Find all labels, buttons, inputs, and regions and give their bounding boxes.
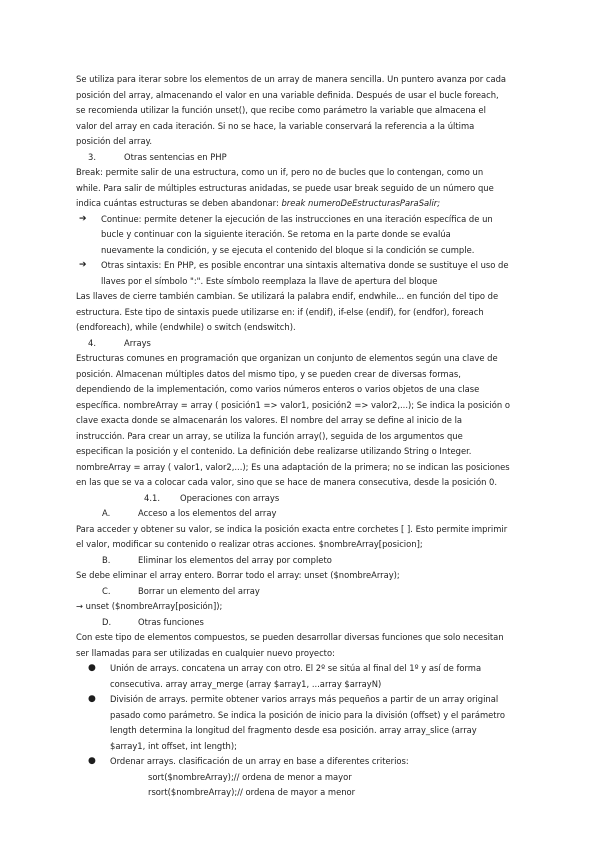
subsection-a-label: A. — [102, 508, 111, 518]
arrays-line-2: posición. Almacenan múltiples datos del mismo tipo, y se pueden crear de diversas formas, — [76, 368, 461, 379]
arrays-line-7: especifican la posición y el contenido. La definición debe realizarse utilizando String o Integer. — [76, 446, 472, 456]
subsection-d-title: Otras funciones — [138, 616, 204, 627]
arrays-line-3: dependiendo de la implementación, como varios números enteros o varios objetos de una clase — [76, 384, 480, 394]
arrays-line-1: Estructuras comunes en programación que organizan un conjunto de elementos según una clave de — [76, 353, 498, 363]
bullet-icon: ● — [88, 694, 96, 704]
arrays-line-5: clave exacta donde se almacenarán los valores. El nombre del array se define al inicio de la — [76, 415, 463, 425]
section-4-1-title: Operaciones con arrays — [180, 492, 280, 503]
subsection-c-label: C. — [102, 585, 111, 596]
section-4-number: 4. — [88, 337, 96, 348]
merge-line-2: consecutiva. array array_merge (array $array1, ...array $arrayN) — [110, 678, 382, 689]
bullet-icon: ● — [88, 756, 96, 766]
merge-line-1: Unión de arrays. concatena un array con otro. El 2º se sitúa al final del 1º y así de forma — [110, 663, 482, 673]
section-4-heading — [76, 336, 560, 352]
subsection-b-title: Eliminar los elementos del array por completo — [138, 554, 332, 565]
functions-line-2: ser llamadas para ser utilizadas en cualquier nuevo proyecto: — [76, 647, 335, 658]
subsection-c-heading — [76, 584, 560, 600]
list-item-alt-syntax — [76, 258, 560, 289]
section-3-title: Otras sentencias en PHP — [124, 151, 227, 162]
alt-syntax-line-1: Otras sintaxis: En PHP, es posible encontrar una sintaxis alternativa donde se sustituye el uso de — [101, 260, 509, 270]
arrays-line-4: específica. nombreArray = array ( posición1 => valor1, posición2 => valor2,...); Se indica la posición o — [76, 399, 510, 410]
access-line-1: Para acceder y obtener su valor, se indica la posición exacta entre corchetes [ ]. Esto permite imprimir — [76, 523, 508, 534]
list-item-sort — [76, 754, 560, 770]
sort-line-1: Ordenar arrays. clasificación de un array en base a diferentes criterios: — [110, 756, 409, 766]
closing-braces-line-1: Las llaves de cierre también cambian. Se utilizará la palabra endif, endwhile... en función del tipo de — [76, 291, 499, 301]
subsection-b-heading — [76, 553, 560, 569]
continue-line-1: Continue: permite detener la ejecución de las instrucciones en una iteración específica de un — [101, 213, 493, 224]
foreach-paragraph-line-4: valor del array en cada iteración. Si no se hace, la variable conservará la referencia a la última — [76, 120, 475, 131]
slice-line-1: División de arrays. permite obtener varios arrays más pequeños a partir de un array original — [110, 694, 499, 704]
list-item-continue — [76, 212, 560, 259]
subsection-d-label: D. — [102, 616, 112, 627]
section-4-1-heading — [76, 491, 560, 507]
break-line-3 — [76, 196, 560, 212]
closing-braces-line-3: (endforeach), while (endwhile) o switch (endswitch). — [76, 322, 296, 332]
break-line-1: Break: permite salir de una estructura, como un if, pero no de bucles que lo contengan, como un — [76, 167, 484, 177]
slice-line-4: $array1, int offset, int length); — [110, 740, 237, 751]
section-3-number: 3. — [88, 151, 96, 162]
slice-line-2: pasado como parámetro. Se indica la posición de inicio para la división (offset) y el parámetro — [110, 709, 505, 720]
subsection-b-label: B. — [102, 554, 111, 565]
foreach-paragraph-line-1: Se utiliza para iterar sobre los elementos de un array de manera sencilla. Un puntero avanza por cada — [76, 74, 507, 84]
arrays-line-6: instrucción. Para crear un array, se utiliza la función array(), seguida de los argumentos que — [76, 430, 463, 441]
subsection-a-title: Acceso a los elementos del array — [138, 508, 277, 518]
arrow-icon: ➔ — [79, 213, 87, 224]
break-syntax: break numeroDeEstructurasParaSalir; — [281, 198, 441, 208]
section-4-title: Arrays — [124, 337, 151, 348]
foreach-paragraph-line-5: posición del array. — [76, 136, 153, 146]
delete-all-line: Se debe eliminar el array entero. Borrar todo el array: unset ($nombreArray); — [76, 570, 400, 580]
access-line-2: el valor, modificar su contenido o realizar otras acciones. $nombreArray[posicion]; — [76, 539, 423, 549]
foreach-paragraph-line-2: posición del array, almacenando el valor en una variable definida. Después de usar el bucle foreach, — [76, 89, 499, 100]
arrays-line-9: en las que se va a colocar cada valor, sino que se hace de manera consecutiva, desde la posición 0. — [76, 477, 498, 487]
bullet-icon: ● — [88, 663, 96, 673]
alt-syntax-line-2: llaves por el símbolo ":". Este símbolo reemplaza la llave de apertura del bloque — [101, 275, 438, 286]
break-line-2: while. Para salir de múltiples estructuras anidadas, se puede usar break seguido de un número que — [76, 182, 494, 193]
subsection-d-heading — [76, 615, 560, 631]
subsection-c-title: Borrar un elemento del array — [138, 585, 260, 596]
continue-line-2: bucle y continuar con la siguiente iteración. Se retoma en la parte donde se evalúa — [101, 229, 451, 239]
section-3-heading — [76, 150, 560, 166]
foreach-paragraph-line-3: se recomienda utilizar la función unset(), que recibe como parámetro la variable que almacena el — [76, 105, 486, 115]
list-item-merge — [76, 661, 560, 692]
arrays-line-8: nombreArray = array ( valor1, valor2,...); Es una adaptación de la primera; no se indican las posiciones — [76, 461, 510, 472]
slice-line-3: length determina la longitud del fragmento desde esa posición. array array_slice (array — [110, 725, 477, 735]
sort-code-line: sort($nombreArray);// ordena de menor a mayor — [148, 771, 352, 782]
functions-line-1: Con este tipo de elementos compuestos, se pueden desarrollar diversas funciones que solo necesitan — [76, 632, 504, 642]
section-4-1-number: 4.1. — [144, 492, 160, 503]
arrow-icon: ➔ — [79, 260, 87, 270]
break-line-3-text: indica cuántas estructuras se deben abandonar: — [76, 198, 282, 208]
closing-braces-line-2: estructura. Este tipo de sintaxis puede utilizarse en: if (endif), if-else (endif), for (endfor), foreach — [76, 306, 484, 317]
delete-element-line: → unset ($nombreArray[posición]); — [76, 601, 223, 611]
subsection-a-heading — [76, 506, 560, 522]
list-item-slice — [76, 692, 560, 754]
rsort-code-line: rsort($nombreArray);// ordena de mayor a menor — [148, 787, 356, 797]
continue-line-3: nuevamente la condición, y se ejecuta el contenido del bloque si la condición se cumple. — [101, 244, 475, 255]
